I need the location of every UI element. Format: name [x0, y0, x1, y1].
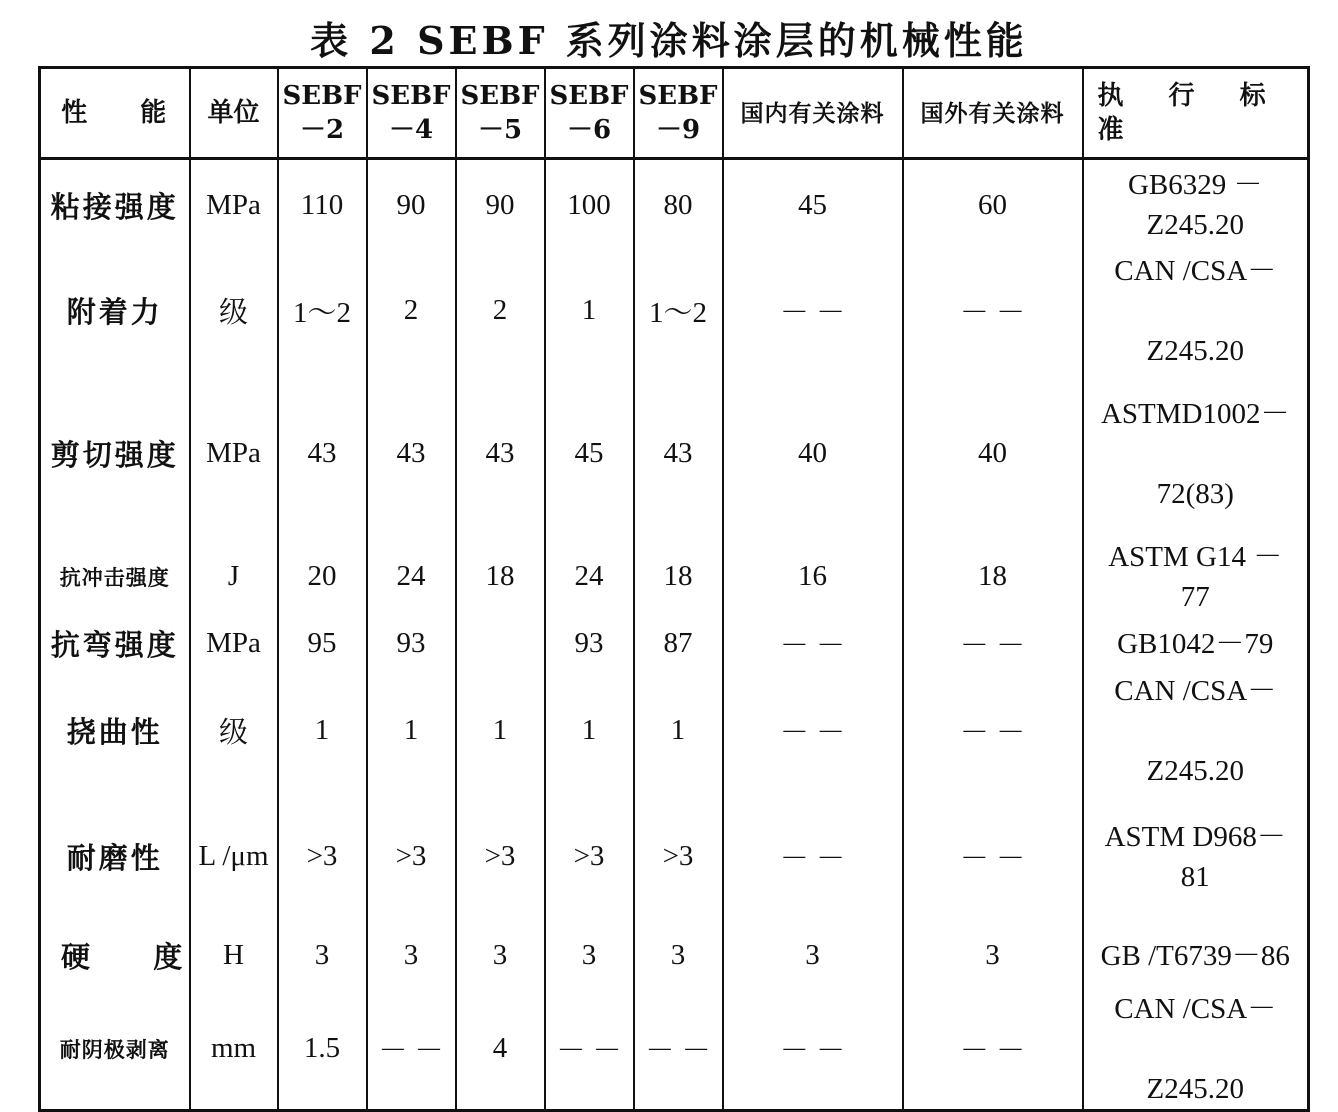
cell-value: 18 — [634, 537, 723, 617]
cell-domestic: 16 — [723, 537, 903, 617]
cell-domestic: － － — [723, 251, 903, 371]
table-row — [40, 537, 1309, 617]
cell-value: 2 — [456, 251, 545, 371]
cell-foreign: 40 — [903, 371, 1083, 537]
cell-value: >3 — [278, 791, 367, 923]
cell-domestic: 45 — [723, 159, 903, 251]
cell-value: 24 — [545, 537, 634, 617]
cell-value: 45 — [545, 371, 634, 537]
cell-value: 110 — [278, 159, 367, 251]
cell-value: － － — [545, 989, 634, 1111]
cell-foreign: 60 — [903, 159, 1083, 251]
standard-line: 81 — [1180, 860, 1210, 893]
standard-line: CAN /CSA－ — [1114, 254, 1277, 287]
cell-property: 耐阴极剥离 — [40, 989, 190, 1111]
standard-line: ASTM D968－ — [1104, 820, 1286, 853]
cell-value: 95 — [278, 617, 367, 671]
cell-value: 3 — [456, 923, 545, 989]
cell-property: 附着力 — [40, 251, 190, 371]
cell-property: 挠曲性 — [40, 671, 190, 791]
cell-value: － － — [367, 989, 456, 1111]
cell-domestic: － － — [723, 989, 903, 1111]
cell-property: 粘接强度 — [40, 159, 190, 251]
cell-value: >3 — [456, 791, 545, 923]
standard-line: 77 — [1180, 580, 1210, 613]
cell-value: 93 — [545, 617, 634, 671]
cell-value: 1～2 — [278, 251, 367, 371]
standard-line — [1084, 1029, 1308, 1069]
cell-standard — [1083, 159, 1309, 251]
cell-standard — [1083, 923, 1309, 989]
cell-foreign: － － — [903, 251, 1083, 371]
cell-unit: MPa — [190, 371, 278, 537]
cell-value: 1 — [545, 671, 634, 791]
cell-value: >3 — [545, 791, 634, 923]
header-standard: 执 行 标 准 — [1083, 68, 1309, 159]
header-grade-9: SEBF －9 — [634, 68, 723, 159]
cell-standard — [1083, 251, 1309, 371]
cell-unit: J — [190, 537, 278, 617]
cell-value: 3 — [367, 923, 456, 989]
standard-line: Z245.20 — [1146, 754, 1244, 787]
header-grade-2: SEBF －2 — [278, 68, 367, 159]
cell-value: 3 — [278, 923, 367, 989]
cell-value: 24 — [367, 537, 456, 617]
cell-unit: MPa — [190, 617, 278, 671]
cell-domestic: － － — [723, 791, 903, 923]
cell-value: 3 — [545, 923, 634, 989]
cell-value: 1 — [367, 671, 456, 791]
standard-line — [1084, 291, 1308, 331]
standard-line: ASTMD1002－ — [1100, 397, 1290, 430]
standard-line: GB1042－79 — [1117, 627, 1274, 660]
cell-standard — [1083, 617, 1309, 671]
table-row — [40, 617, 1309, 671]
cell-foreign: － － — [903, 791, 1083, 923]
header-grade-5: SEBF －5 — [456, 68, 545, 159]
table-row — [40, 671, 1309, 791]
cell-value: 90 — [367, 159, 456, 251]
standard-line: CAN /CSA－ — [1114, 992, 1277, 1025]
cell-value: 43 — [456, 371, 545, 537]
header-domestic: 国内有关涂料 — [723, 68, 903, 159]
header-grade-6: SEBF －6 — [545, 68, 634, 159]
table-body — [40, 159, 1309, 1111]
cell-value: 80 — [634, 159, 723, 251]
header-row — [40, 68, 1309, 159]
standard-line: ASTM G14 － — [1108, 540, 1283, 573]
cell-standard — [1083, 537, 1309, 617]
cell-standard — [1083, 371, 1309, 537]
cell-foreign: 18 — [903, 537, 1083, 617]
standard-line: GB6329 － — [1127, 169, 1263, 202]
cell-unit: L /μm — [190, 791, 278, 923]
cell-value: 2 — [367, 251, 456, 371]
cell-value: 43 — [367, 371, 456, 537]
cell-standard — [1083, 791, 1309, 923]
cell-standard — [1083, 671, 1309, 791]
cell-value: >3 — [367, 791, 456, 923]
cell-property: 硬 度 — [40, 923, 190, 989]
cell-value: 4 — [456, 989, 545, 1111]
header-foreign: 国外有关涂料 — [903, 68, 1083, 159]
cell-value: 20 — [278, 537, 367, 617]
cell-standard — [1083, 989, 1309, 1111]
cell-unit: mm — [190, 989, 278, 1111]
cell-unit: 级 — [190, 251, 278, 371]
table-row — [40, 923, 1309, 989]
cell-value: >3 — [634, 791, 723, 923]
cell-foreign: － － — [903, 989, 1083, 1111]
cell-value: 93 — [367, 617, 456, 671]
cell-foreign: 3 — [903, 923, 1083, 989]
cell-value: 1 — [456, 671, 545, 791]
cell-domestic: 40 — [723, 371, 903, 537]
cell-unit: 级 — [190, 671, 278, 791]
cell-value: 90 — [456, 159, 545, 251]
table-title: 表 2 SEBF 系列涂料涂层的机械性能 — [310, 18, 1028, 63]
table-row — [40, 251, 1309, 371]
header-property: 性 能 — [40, 68, 190, 159]
table-row — [40, 989, 1309, 1111]
standard-line: CAN /CSA－ — [1114, 674, 1277, 707]
cell-value: － － — [634, 989, 723, 1111]
cell-value: 1.5 — [278, 989, 367, 1111]
cell-property: 抗冲击强度 — [40, 537, 190, 617]
standard-line: Z245.20 — [1146, 1072, 1244, 1105]
standard-line: Z245.20 — [1146, 334, 1244, 367]
table-row — [40, 791, 1309, 923]
standard-line — [1084, 711, 1308, 751]
table-row — [40, 159, 1309, 251]
cell-value: 1～2 — [634, 251, 723, 371]
standard-line: Z245.20 — [1146, 209, 1244, 242]
cell-value: 1 — [545, 251, 634, 371]
cell-value: 43 — [634, 371, 723, 537]
cell-value: 1 — [278, 671, 367, 791]
cell-property: 抗弯强度 — [40, 617, 190, 671]
cell-value: 43 — [278, 371, 367, 537]
cell-foreign: － － — [903, 617, 1083, 671]
standard-line: 72(83) — [1156, 477, 1234, 510]
cell-domestic: － － — [723, 617, 903, 671]
standard-line: GB /T6739－86 — [1100, 939, 1290, 972]
cell-domestic: 3 — [723, 923, 903, 989]
cell-value: 18 — [456, 537, 545, 617]
cell-property: 耐磨性 — [40, 791, 190, 923]
cell-unit: H — [190, 923, 278, 989]
cell-value: 3 — [634, 923, 723, 989]
cell-value: 87 — [634, 617, 723, 671]
cell-domestic: － － — [723, 671, 903, 791]
cell-value — [456, 617, 545, 671]
cell-foreign: － － — [903, 671, 1083, 791]
standard-line — [1084, 434, 1308, 474]
table-row — [40, 371, 1309, 537]
mechanical-properties-table — [38, 66, 1310, 1112]
cell-property: 剪切强度 — [40, 371, 190, 537]
cell-value: 100 — [545, 159, 634, 251]
header-grade-4: SEBF －4 — [367, 68, 456, 159]
cell-unit: MPa — [190, 159, 278, 251]
cell-value: 1 — [634, 671, 723, 791]
header-unit: 单位 — [190, 68, 278, 159]
